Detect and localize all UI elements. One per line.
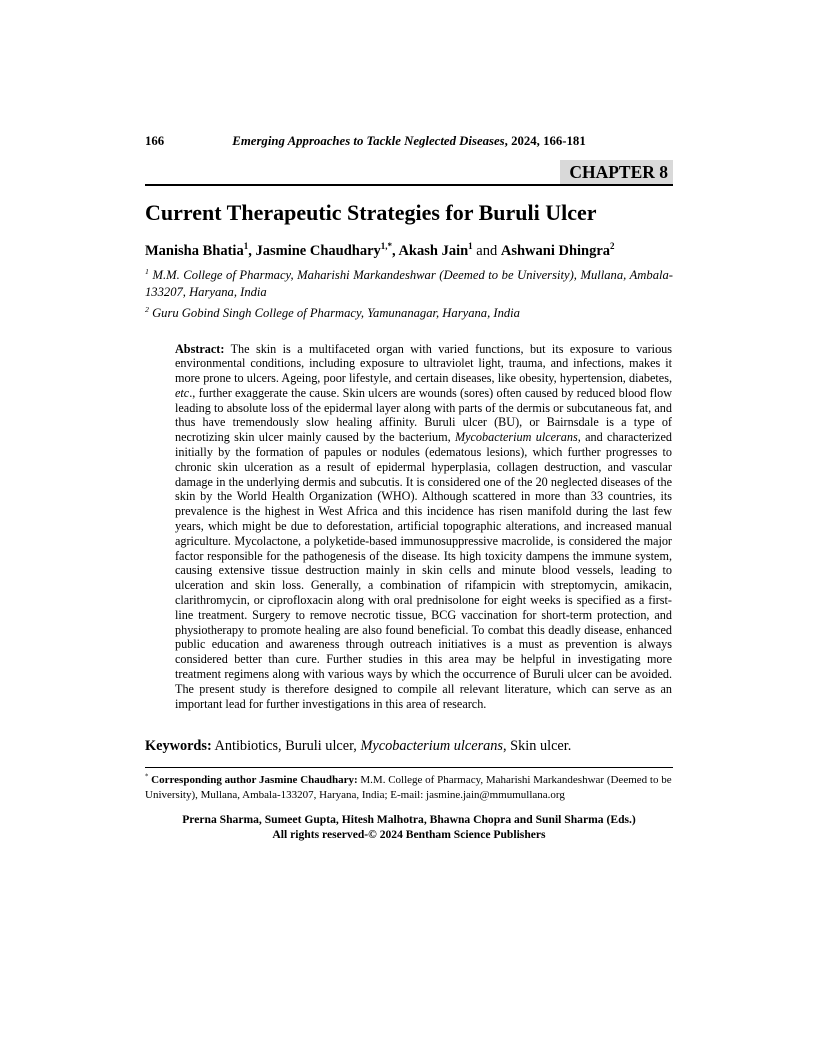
publisher-imprint [145,812,673,842]
corresponding-author-footnote [145,767,673,803]
footnote-lead: Corresponding author Jasmine Chaudhary: [148,774,358,787]
footnote-marker: * [145,773,149,781]
abstract-text: , and characterized initially by the formation of papules or nodules (edematous lesions), which further progresses to chronic skin ulceration as a result of epidermal hyperplasia, collagen destruction, and vascular damage in the underlying dermis and subcutis. It is considered one of the 20 neglected diseases of the skin by the World Health Organization (WHO). Although scattered in more than 33 countries, its prevalence is the highest in West Africa and this incidence has risen manifold during the last few years, which might be due to deforestation, artificial topographic alterations, and increased manual agriculture. Mycolactone, a polyketide-based immunosuppressive macrolide, is considered the major factor responsible for the pathogenesis of the disease. Its high toxicity dampens the immune system, causing extensive tissue destruction mainly in skin cells and minute blood vessels, leading to ulceration and skin loss. Generally, a combination of rifampicin with streptomycin, amikacin, clarithromycin, or ciprofloxacin along with oral prednisolone for eight weeks is specified as a first-line treatment. Surgery to remove necrotic tissue, BCG vaccination for short-term protection, and physiotherapy to promote healing are also found beneficial. To combat this deadly disease, enhanced public education and awareness through outreach initiatives is a must as prevention is always considered better than cure. Further studies in this area may be helpful in investigating more treatment regimens along with various ways by which the occurrence of Buruli ulcer can be avoided. The present study is therefore designed to compile all relevant literature, which can serve as an important lead for further investigations in this area of research. [175,430,672,711]
editors-line: Prerna Sharma, Sumeet Gupta, Hitesh Malhotra, Bhawna Chopra and Sunil Sharma (Eds.) [182,813,636,827]
author-name-2: Jasmine Chaudhary [255,243,381,259]
author-name-1: Manisha Bhatia [145,243,244,259]
abstract-label: Abstract: [175,341,225,356]
affiliation-2 [145,305,673,322]
chapter-title: Current Therapeutic Strategies for Buruli Ulcer [145,200,597,225]
chapter-banner [145,160,673,186]
footnote-text: M.M. College of Pharmacy, Maharishi Markandeshwar (Deemed to be University), Mullana, Ambala-133207, Haryana, India; E-mail: jasmine.jain@mmumullana.org [145,774,672,802]
author-sup-1: 1 [243,241,249,252]
running-title-pages: , 2024, 166-181 [504,134,586,148]
abstract-text: ., further exaggerate the cause. Skin ulcers are wounds (sores) often caused by reduced blood flow leading to absolute loss of the epidermal layer along with parts of the dermis or subcutaneous fat, and thus have tremendously slow healing affinity. Buruli ulcer (BU), or Bairnsdale is a type of necrotizing skin ulcer mainly caused by the bacterium, [175,385,672,445]
running-title-book: Emerging Approaches to Tackle Neglected Diseases [232,134,505,148]
affiliation-sup-1: 1 [145,266,149,276]
author-sup-2: 1,* [380,241,392,252]
author-sup-4: 2 [610,241,615,252]
chapter-label: CHAPTER 8 [560,160,673,184]
affiliation-sup-2: 2 [145,304,149,314]
keywords-text-italic: Mycobacterium ulcerans [360,738,503,755]
affiliation-1 [145,267,673,300]
author-separator: , [392,243,399,259]
affiliation-text-2: Guru Gobind Singh College of Pharmacy, Yamunanagar, Haryana, India [152,306,520,320]
abstract-text-italic: Mycobacterium ulcerans [454,430,578,445]
abstract-text: The skin is a multifaceted organ with varied functions, but its exposure to various environmental conditions, including exposure to ultraviolet light, trauma, and infections, makes it more prone to ulcers. Ageing, poor lifestyle, and certain diseases, like obesity, hypertension, diabetes, [175,341,672,386]
authors-line [145,242,673,260]
author-name-4: Ashwani Dhingra [500,243,611,259]
keywords-label: Keywords: [145,738,212,755]
author-connector: and [472,243,501,259]
running-title [145,134,673,149]
keywords-text: , Skin ulcer. [503,738,572,755]
abstract-text-italic: etc [175,385,190,400]
rights-line: All rights reserved-© 2024 Bentham Science Publishers [272,828,546,842]
affiliation-text-1: M.M. College of Pharmacy, Maharishi Markandeshwar (Deemed to be University), Mullana, Ambala-133207, Haryana, India [145,268,673,299]
running-header [145,134,673,150]
abstract [175,342,672,712]
author-sup-3: 1 [468,241,473,252]
keywords-line [145,737,673,755]
keywords-text: Antibiotics, Buruli ulcer, [211,738,361,755]
author-name-3: Akash Jain [398,243,469,259]
author-separator: , [248,243,256,259]
page-number: 166 [145,134,165,148]
